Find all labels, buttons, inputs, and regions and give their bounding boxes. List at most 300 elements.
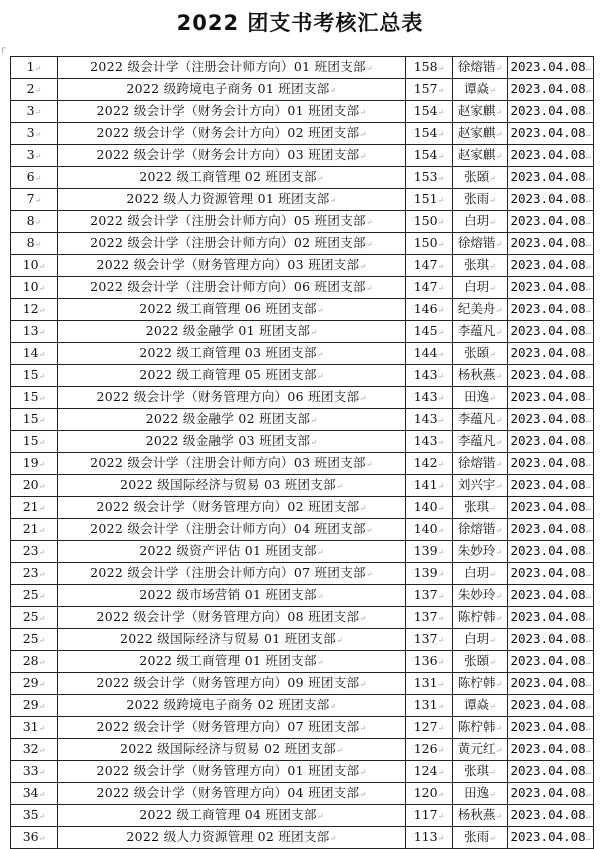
cell-end-marker-icon: ↵	[437, 416, 445, 425]
cell-end-marker-icon: ↵	[489, 86, 496, 95]
cell-end-marker-icon: ↵	[359, 108, 367, 117]
assessor-cell-text: 田逸	[464, 389, 490, 404]
assessor-cell	[453, 79, 508, 101]
cell-end-marker-icon: ↵	[335, 636, 343, 645]
date-cell-text: 2023.04.08	[510, 345, 586, 360]
cell-end-marker-icon: ↵	[38, 812, 46, 821]
cell-end-marker-icon: ↵	[329, 196, 337, 205]
table-row	[11, 189, 594, 211]
score-cell-text: 146	[413, 301, 438, 316]
date-cell	[508, 299, 594, 321]
cell-end-marker-icon: ↵	[437, 548, 445, 557]
rank-cell	[11, 717, 58, 739]
assessor-cell-text: 杨秋燕	[457, 807, 496, 822]
cell-end-marker-icon: ↵	[329, 834, 337, 843]
rank-cell	[11, 299, 58, 321]
class-name-cell	[58, 123, 406, 145]
class-name-cell	[58, 321, 406, 343]
date-cell	[508, 167, 594, 189]
date-cell-text: 2023.04.08	[510, 59, 586, 74]
cell-end-marker-icon: ↵	[495, 482, 503, 491]
cell-end-marker-icon: ↵	[38, 746, 46, 755]
score-cell-text: 136	[413, 653, 438, 668]
score-cell-text: 143	[413, 411, 438, 426]
table-row	[11, 585, 594, 607]
assessor-cell	[453, 519, 508, 541]
assessor-cell-text: 张頣	[464, 169, 490, 184]
assessor-cell-text: 张頣	[464, 345, 490, 360]
assessor-cell	[453, 607, 508, 629]
table-row	[11, 255, 594, 277]
date-cell	[508, 673, 594, 695]
cell-end-marker-icon: ↵	[316, 372, 324, 381]
score-cell-text: 145	[413, 323, 438, 338]
cell-end-marker-icon: ↵	[359, 262, 367, 271]
score-cell-text: 154	[413, 125, 438, 140]
table-row	[11, 717, 594, 739]
cell-end-marker-icon: ↵	[437, 460, 445, 469]
assessor-cell-text: 李蕴凡	[457, 433, 496, 448]
cell-end-marker-icon: ↵	[34, 108, 42, 117]
cell-end-marker-icon: ↵	[495, 724, 503, 733]
cell-end-marker-icon: ↵	[489, 284, 496, 293]
class-name-cell-text: 2022 级会计学（财务管理方向）02 班团支部	[96, 499, 360, 514]
table-row	[11, 321, 594, 343]
rank-cell	[11, 827, 58, 849]
class-name-cell	[58, 827, 406, 849]
cell-end-marker-icon: ↵	[437, 130, 445, 139]
cell-end-marker-icon: ↵	[359, 790, 367, 799]
table-row	[11, 783, 594, 805]
rank-cell-text: 35	[22, 807, 39, 822]
date-cell	[508, 475, 594, 497]
score-cell-text: 126	[413, 741, 438, 756]
assessor-cell-text: 陈柠韩	[457, 719, 496, 734]
date-cell-text: 2023.04.08	[510, 477, 586, 492]
rank-cell-text: 21	[22, 499, 39, 514]
assessor-cell-text: 张頣	[464, 653, 490, 668]
date-cell-text: 2023.04.08	[510, 719, 586, 734]
table-row	[11, 805, 594, 827]
class-name-cell	[58, 79, 406, 101]
cell-end-marker-icon: ↵	[585, 86, 591, 95]
rank-cell	[11, 233, 58, 255]
class-name-cell-text: 2022 级工商管理 03 班团支部	[139, 345, 317, 360]
assessor-cell	[453, 475, 508, 497]
class-name-cell	[58, 101, 406, 123]
cell-end-marker-icon: ↵	[495, 108, 503, 117]
cell-end-marker-icon: ↵	[38, 262, 46, 271]
rank-cell	[11, 783, 58, 805]
score-cell	[406, 299, 453, 321]
score-cell	[406, 717, 453, 739]
cell-end-marker-icon: ↵	[38, 724, 46, 733]
table-row	[11, 827, 594, 849]
assessor-cell	[453, 145, 508, 167]
cell-end-marker-icon: ↵	[38, 438, 46, 447]
date-cell	[508, 739, 594, 761]
assessor-cell	[453, 585, 508, 607]
score-cell	[406, 563, 453, 585]
cell-end-marker-icon: ↵	[38, 702, 46, 711]
table-body	[11, 57, 594, 849]
cell-end-marker-icon: ↵	[335, 482, 343, 491]
rank-cell-text: 14	[22, 345, 39, 360]
cell-end-marker-icon: ↵	[365, 460, 373, 469]
cell-end-marker-icon: ↵	[585, 768, 591, 777]
assessor-cell	[453, 211, 508, 233]
class-name-cell-text: 2022 级工商管理 06 班团支部	[139, 301, 317, 316]
score-cell	[406, 607, 453, 629]
date-cell-text: 2023.04.08	[510, 213, 586, 228]
score-cell-text: 137	[413, 587, 438, 602]
cell-end-marker-icon: ↵	[585, 306, 591, 315]
assessor-cell	[453, 321, 508, 343]
class-name-cell-text: 2022 级会计学（注册会计师方向）06 班团支部	[90, 279, 366, 294]
assessor-cell-text: 张雨	[464, 829, 490, 844]
class-name-cell	[58, 497, 406, 519]
score-cell	[406, 651, 453, 673]
score-cell-text: 142	[413, 455, 438, 470]
assessor-cell-text: 纪美舟	[457, 301, 496, 316]
cell-end-marker-icon: ↵	[585, 196, 591, 205]
rank-cell	[11, 607, 58, 629]
cell-end-marker-icon: ↵	[495, 64, 503, 73]
cell-end-marker-icon: ↵	[495, 328, 503, 337]
cell-end-marker-icon: ↵	[489, 834, 496, 843]
cell-end-marker-icon: ↵	[359, 768, 367, 777]
class-name-cell	[58, 299, 406, 321]
rank-cell	[11, 695, 58, 717]
date-cell-text: 2023.04.08	[510, 235, 586, 250]
cell-end-marker-icon: ↵	[585, 372, 591, 381]
score-cell	[406, 541, 453, 563]
score-cell-text: 147	[413, 257, 438, 272]
cell-end-marker-icon: ↵	[365, 570, 373, 579]
class-name-cell-text: 2022 级会计学（财务管理方向）06 班团支部	[96, 389, 360, 404]
class-name-cell-text: 2022 级工商管理 02 班团支部	[139, 169, 317, 184]
cell-end-marker-icon: ↵	[335, 746, 343, 755]
cell-end-marker-icon: ↵	[437, 702, 445, 711]
cell-end-marker-icon: ↵	[495, 438, 503, 447]
class-name-cell	[58, 431, 406, 453]
score-cell-text: 131	[413, 697, 438, 712]
cell-end-marker-icon: ↵	[437, 504, 445, 513]
score-cell	[406, 321, 453, 343]
cell-end-marker-icon: ↵	[316, 658, 324, 667]
cell-end-marker-icon: ↵	[495, 680, 503, 689]
assessor-cell-text: 谭焱	[464, 697, 490, 712]
rank-cell-text: 28	[22, 653, 39, 668]
assessor-cell	[453, 233, 508, 255]
rank-cell-text: 31	[22, 719, 39, 734]
rank-cell-text: 33	[22, 763, 39, 778]
cell-end-marker-icon: ↵	[437, 768, 445, 777]
date-cell-text: 2023.04.08	[510, 433, 586, 448]
class-name-cell-text: 2022 级工商管理 05 班团支部	[139, 367, 317, 382]
rank-cell-text: 10	[22, 279, 39, 294]
score-cell	[406, 123, 453, 145]
cell-end-marker-icon: ↵	[585, 790, 591, 799]
class-name-cell-text: 2022 级工商管理 01 班团支部	[139, 653, 317, 668]
date-cell	[508, 189, 594, 211]
cell-end-marker-icon: ↵	[585, 702, 591, 711]
cell-end-marker-icon: ↵	[437, 262, 445, 271]
cell-end-marker-icon: ↵	[316, 812, 324, 821]
cell-end-marker-icon: ↵	[437, 482, 445, 491]
class-name-cell-text: 2022 级金融学 01 班团支部	[145, 323, 311, 338]
cell-end-marker-icon: ↵	[495, 240, 503, 249]
score-cell	[406, 409, 453, 431]
summary-table	[10, 56, 594, 849]
cell-end-marker-icon: ↵	[359, 152, 367, 161]
assessor-cell	[453, 717, 508, 739]
rank-cell-text: 23	[22, 565, 39, 580]
assessor-cell	[453, 343, 508, 365]
assessor-cell-text: 张雨	[464, 191, 490, 206]
date-cell	[508, 101, 594, 123]
rank-cell	[11, 629, 58, 651]
date-cell-text: 2023.04.08	[510, 323, 586, 338]
class-name-cell-text: 2022 级会计学（注册会计师方向）03 班团支部	[90, 455, 366, 470]
cell-end-marker-icon: ↵	[310, 438, 318, 447]
rank-cell-text: 15	[22, 389, 39, 404]
date-cell-text: 2023.04.08	[510, 103, 586, 118]
rank-cell	[11, 365, 58, 387]
assessor-cell-text: 徐熔锴	[457, 521, 496, 536]
cell-end-marker-icon: ↵	[365, 284, 373, 293]
cell-end-marker-icon: ↵	[585, 460, 591, 469]
class-name-cell-text: 2022 级市场营销 01 班团支部	[139, 587, 317, 602]
cell-end-marker-icon: ↵	[585, 680, 591, 689]
cell-end-marker-icon: ↵	[365, 64, 373, 73]
cell-end-marker-icon: ↵	[585, 636, 591, 645]
table-row	[11, 497, 594, 519]
score-cell	[406, 761, 453, 783]
score-cell	[406, 519, 453, 541]
cell-end-marker-icon: ↵	[310, 328, 318, 337]
table-row	[11, 365, 594, 387]
score-cell-text: 153	[413, 169, 438, 184]
score-cell-text: 144	[413, 345, 438, 360]
rank-cell-text: 29	[22, 675, 39, 690]
rank-cell	[11, 453, 58, 475]
cell-end-marker-icon: ↵	[495, 812, 503, 821]
rank-cell-text: 3	[26, 147, 35, 162]
rank-cell	[11, 321, 58, 343]
date-cell-text: 2023.04.08	[510, 675, 586, 690]
class-name-cell	[58, 387, 406, 409]
score-cell	[406, 189, 453, 211]
table-row	[11, 387, 594, 409]
class-name-cell-text: 2022 级金融学 02 班团支部	[145, 411, 311, 426]
cell-end-marker-icon: ↵	[34, 196, 42, 205]
table-row	[11, 475, 594, 497]
table-row	[11, 145, 594, 167]
assessor-cell	[453, 827, 508, 849]
cell-end-marker-icon: ↵	[38, 372, 46, 381]
cell-end-marker-icon: ↵	[38, 658, 46, 667]
class-name-cell	[58, 167, 406, 189]
rank-cell	[11, 343, 58, 365]
cell-end-marker-icon: ↵	[585, 152, 591, 161]
cell-end-marker-icon: ↵	[585, 218, 591, 227]
score-cell	[406, 233, 453, 255]
cell-end-marker-icon: ↵	[585, 834, 591, 843]
cell-end-marker-icon: ↵	[329, 702, 337, 711]
date-cell-text: 2023.04.08	[510, 257, 586, 272]
assessor-cell-text: 赵家麒	[457, 103, 496, 118]
date-cell	[508, 123, 594, 145]
cell-end-marker-icon: ↵	[310, 416, 318, 425]
rank-cell	[11, 145, 58, 167]
assessor-cell-text: 陈柠韩	[457, 675, 496, 690]
class-name-cell-text: 2022 级会计学（注册会计师方向）05 班团支部	[90, 213, 366, 228]
cell-end-marker-icon: ↵	[359, 130, 367, 139]
rank-cell-text: 25	[22, 587, 39, 602]
class-name-cell	[58, 519, 406, 541]
cell-end-marker-icon: ↵	[359, 724, 367, 733]
cell-end-marker-icon: ↵	[437, 658, 445, 667]
rank-cell	[11, 541, 58, 563]
rank-cell	[11, 409, 58, 431]
assessor-cell-text: 张琪	[464, 499, 490, 514]
cell-end-marker-icon: ↵	[38, 834, 46, 843]
class-name-cell-text: 2022 级会计学（财务会计方向）02 班团支部	[96, 125, 360, 140]
cell-end-marker-icon: ↵	[437, 812, 445, 821]
table-row	[11, 167, 594, 189]
date-cell-text: 2023.04.08	[510, 543, 586, 558]
date-cell	[508, 497, 594, 519]
cell-end-marker-icon: ↵	[38, 614, 46, 623]
cell-end-marker-icon: ↵	[34, 174, 42, 183]
cell-end-marker-icon: ↵	[329, 86, 337, 95]
date-cell	[508, 431, 594, 453]
rank-cell-text: 15	[22, 367, 39, 382]
score-cell-text: 150	[413, 235, 438, 250]
cell-end-marker-icon: ↵	[38, 592, 46, 601]
cell-end-marker-icon: ↵	[437, 724, 445, 733]
date-cell	[508, 761, 594, 783]
assessor-cell	[453, 739, 508, 761]
cell-end-marker-icon: ↵	[489, 790, 496, 799]
date-cell-text: 2023.04.08	[510, 653, 586, 668]
class-name-cell	[58, 189, 406, 211]
assessor-cell-text: 陈柠韩	[457, 609, 496, 624]
cell-end-marker-icon: ↵	[38, 306, 46, 315]
class-name-cell	[58, 673, 406, 695]
assessor-cell	[453, 255, 508, 277]
date-cell	[508, 211, 594, 233]
score-cell	[406, 497, 453, 519]
class-name-cell	[58, 585, 406, 607]
cell-end-marker-icon: ↵	[316, 592, 324, 601]
date-cell-text: 2023.04.08	[510, 631, 586, 646]
cell-end-marker-icon: ↵	[489, 394, 496, 403]
cell-end-marker-icon: ↵	[316, 548, 324, 557]
cell-end-marker-icon: ↵	[38, 350, 46, 359]
score-cell	[406, 783, 453, 805]
cell-end-marker-icon: ↵	[34, 64, 42, 73]
cell-end-marker-icon: ↵	[489, 262, 496, 271]
cell-end-marker-icon: ↵	[34, 86, 42, 95]
date-cell-text: 2023.04.08	[510, 499, 586, 514]
cell-end-marker-icon: ↵	[585, 526, 591, 535]
assessor-cell	[453, 805, 508, 827]
table-row	[11, 343, 594, 365]
score-cell	[406, 101, 453, 123]
rank-cell	[11, 497, 58, 519]
date-cell	[508, 57, 594, 79]
assessor-cell-text: 白玥	[464, 565, 490, 580]
score-cell-text: 143	[413, 389, 438, 404]
assessor-cell	[453, 431, 508, 453]
cell-end-marker-icon: ↵	[437, 592, 445, 601]
cell-end-marker-icon: ↵	[495, 614, 503, 623]
score-cell	[406, 629, 453, 651]
class-name-cell	[58, 409, 406, 431]
rank-cell-text: 7	[26, 191, 35, 206]
assessor-cell	[453, 365, 508, 387]
class-name-cell	[58, 695, 406, 717]
class-name-cell-text: 2022 级会计学（注册会计师方向）02 班团支部	[90, 235, 366, 250]
cell-end-marker-icon: ↵	[38, 460, 46, 469]
cell-end-marker-icon: ↵	[585, 328, 591, 337]
rank-cell-text: 15	[22, 411, 39, 426]
score-cell-text: 158	[413, 59, 438, 74]
class-name-cell-text: 2022 级会计学（财务管理方向）09 班团支部	[96, 675, 360, 690]
date-cell-text: 2023.04.08	[510, 455, 586, 470]
date-cell-text: 2023.04.08	[510, 147, 586, 162]
cell-end-marker-icon: ↵	[437, 174, 445, 183]
score-cell-text: 154	[413, 103, 438, 118]
assessor-cell-text: 张琪	[464, 257, 490, 272]
cell-end-marker-icon: ↵	[437, 614, 445, 623]
table-row	[11, 761, 594, 783]
table-row	[11, 739, 594, 761]
score-cell-text: 143	[413, 433, 438, 448]
assessor-cell-text: 杨秋燕	[457, 367, 496, 382]
date-cell-text: 2023.04.08	[510, 279, 586, 294]
cell-end-marker-icon: ↵	[437, 108, 445, 117]
date-cell-text: 2023.04.08	[510, 829, 586, 844]
assessor-cell-text: 谭焱	[464, 81, 490, 96]
cell-end-marker-icon: ↵	[585, 570, 591, 579]
table-row	[11, 277, 594, 299]
cell-end-marker-icon: ↵	[437, 196, 445, 205]
rank-cell-text: 21	[22, 521, 39, 536]
date-cell-text: 2023.04.08	[510, 697, 586, 712]
assessor-cell-text: 徐熔锴	[457, 455, 496, 470]
score-cell-text: 151	[413, 191, 438, 206]
assessor-cell-text: 徐熔锴	[457, 235, 496, 250]
cell-end-marker-icon: ↵	[38, 482, 46, 491]
rank-cell	[11, 585, 58, 607]
class-name-cell-text: 2022 级国际经济与贸易 02 班团支部	[120, 741, 336, 756]
cell-end-marker-icon: ↵	[585, 482, 591, 491]
score-cell	[406, 145, 453, 167]
class-name-cell-text: 2022 级跨境电子商务 01 班团支部	[126, 81, 330, 96]
date-cell-text: 2023.04.08	[510, 763, 586, 778]
class-name-cell-text: 2022 级会计学（财务管理方向）01 班团支部	[96, 763, 360, 778]
cell-end-marker-icon: ↵	[437, 350, 445, 359]
table-row	[11, 629, 594, 651]
cell-end-marker-icon: ↵	[585, 108, 591, 117]
date-cell-text: 2023.04.08	[510, 587, 586, 602]
assessor-cell	[453, 189, 508, 211]
cell-end-marker-icon: ↵	[585, 174, 591, 183]
cell-end-marker-icon: ↵	[585, 394, 591, 403]
